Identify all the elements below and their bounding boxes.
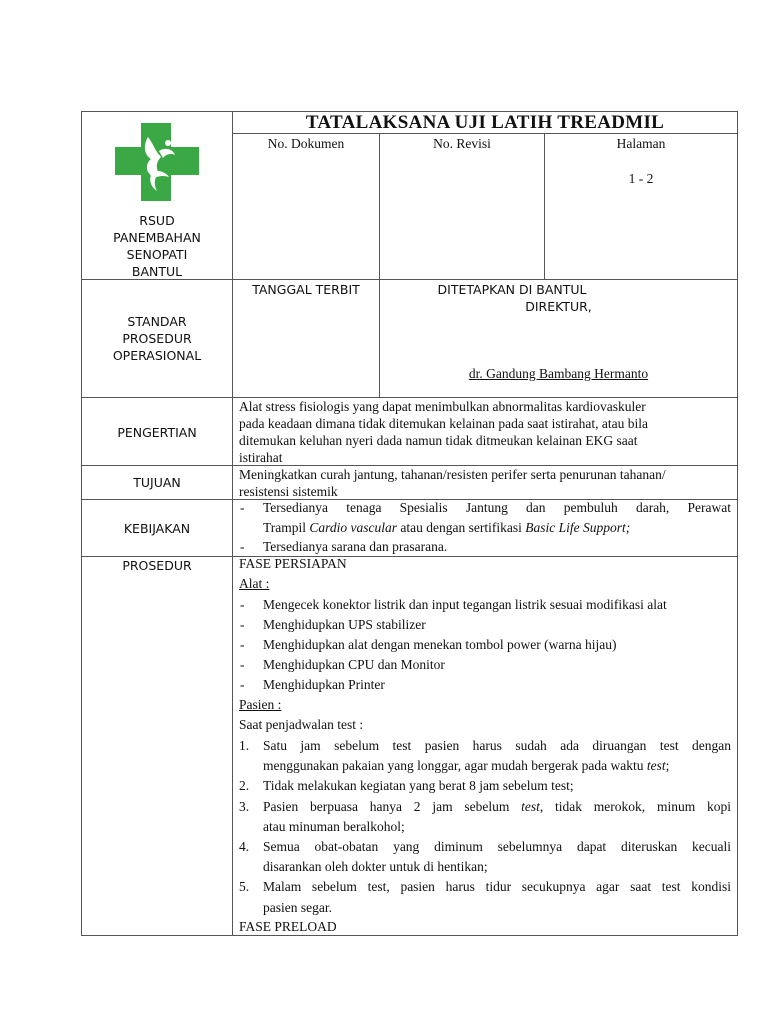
alat-item-2: Menghidupkan UPS stabilizer <box>263 617 426 632</box>
kebijakan-item-1-dash: - <box>240 500 245 515</box>
alat-dash-3: - <box>240 637 245 652</box>
alat-item-1: Mengecek konektor listrik dan input tegangan listrik sesuai modifikasi alat <box>263 597 667 612</box>
tujuan-text <box>239 466 733 500</box>
step-1-line-1: Satu jam sebelum test pasien harus sudah ada diruangan test dengan <box>263 738 731 753</box>
doc-number-label: No. Dokumen <box>267 136 345 151</box>
pengertian-line-4: istirahat <box>239 450 283 465</box>
kebijakan-text-italic-2: Basic Life Support; <box>525 520 631 535</box>
set-in-label: DITETAPKAN DI BANTUL <box>437 282 587 297</box>
alat-dash-5: - <box>240 677 245 692</box>
alat-dash-2: - <box>240 617 245 632</box>
kebijakan-item-2-dash: - <box>240 539 245 554</box>
alat-item-3: Menghidupkan alat dengan menekan tombol power (warna hijau) <box>263 637 617 652</box>
sop-label-line-1: STANDAR <box>127 314 187 329</box>
kebijakan-text-italic-1: Cardio vascular <box>309 520 398 535</box>
hospital-cross-icon <box>113 121 201 203</box>
sop-label-line-2: PROSEDUR <box>122 331 192 346</box>
step-number-1: 1. <box>239 738 250 753</box>
step-1-line-2 <box>263 756 731 776</box>
step-3-text-a: Pasien berpuasa hanya 2 jam sebelum <box>263 799 522 814</box>
kebijakan-item-1-line-2 <box>263 518 731 538</box>
step-1-text-b: ; <box>665 758 670 773</box>
alat-item-5: Menghidupkan Printer <box>263 677 385 692</box>
column-divider-3 <box>544 133 545 279</box>
hospital-name-line-2: PANEMBAHAN <box>113 230 201 245</box>
director-label: DIREKTUR, <box>525 299 592 314</box>
step-2-line-1: Tidak melakukan kegiatan yang berat 8 jam sebelum test; <box>263 778 574 793</box>
pengertian-line-1: Alat stress fisiologis yang dapat menimbulkan abnormalitas kardiovaskuler <box>239 399 646 414</box>
step-3-text-b: , tidak merokok, minum kopi <box>539 799 731 814</box>
kebijakan-text-a: Trampil <box>263 520 310 535</box>
step-1-text-a: menggunakan pakaian yang longgar, agar mudah bergerak pada waktu <box>263 758 647 773</box>
document-title: TATALAKSANA UJI LATIH TREADMIL <box>305 112 665 133</box>
pengertian-text <box>239 398 733 466</box>
step-number-2: 2. <box>239 778 250 793</box>
step-4-line-2: disarankan oleh dokter untuk di hentikan; <box>263 859 488 874</box>
hospital-name-line-4: BANTUL <box>131 264 183 279</box>
prosedur-label: PROSEDUR <box>122 558 192 573</box>
sop-label <box>82 313 232 364</box>
page-value: 1 - 2 <box>628 171 654 186</box>
step-number-3: 3. <box>239 799 250 814</box>
phase-preload: FASE PRELOAD <box>239 919 337 934</box>
table-border-bottom <box>81 935 738 936</box>
schedule-label: Saat penjadwalan test : <box>239 717 364 732</box>
step-number-4: 4. <box>239 839 250 854</box>
pasien-label: Pasien : <box>239 697 282 712</box>
alat-label: Alat : <box>239 576 270 591</box>
hospital-name-line-3: SENOPATI <box>126 247 188 262</box>
tujuan-line-2: resistensi sistemik <box>239 484 338 499</box>
phase-preparation: FASE PERSIAPAN <box>239 556 347 571</box>
revision-number-label: No. Revisi <box>433 136 491 151</box>
pengertian-line-3: ditemukan keluhan nyeri dada namun tidak ditmeukan kelainan EKG saat <box>239 433 638 448</box>
pengertian-label: PENGERTIAN <box>117 425 197 440</box>
kebijakan-item-2: Tersedianya sarana dan prasarana. <box>263 539 448 554</box>
hospital-cross-logo <box>113 121 201 203</box>
pengertian-line-2: pada keadaan dimana tidak ditemukan kelainan pada saat istirahat, atau bila <box>239 416 648 431</box>
step-5-line-1: Malam sebelum test, pasien harus tidur secukupnya agar saat test kondisi <box>263 879 731 894</box>
issue-date-label: TANGGAL TERBIT <box>252 282 360 297</box>
hospital-name-line-1: RSUD <box>139 213 175 228</box>
hospital-name <box>82 212 232 280</box>
page-label: Halaman <box>616 136 666 151</box>
tujuan-line-1: Meningkatkan curah jantung, tahanan/resisten perifer serta penurunan tahanan/ <box>239 467 666 482</box>
column-divider-main <box>232 111 233 936</box>
step-1-text-italic: test <box>646 758 666 773</box>
alat-dash-4: - <box>240 657 245 672</box>
signatory-name: dr. Gandung Bambang Hermanto <box>468 366 649 381</box>
sop-label-line-3: OPERASIONAL <box>112 348 202 363</box>
step-5-line-2: pasien segar. <box>263 900 332 915</box>
table-border-right <box>737 111 738 936</box>
column-divider-2 <box>379 133 380 397</box>
alat-item-4: Menghidupkan CPU dan Monitor <box>263 657 445 672</box>
step-number-5: 5. <box>239 879 250 894</box>
kebijakan-label: KEBIJAKAN <box>123 521 191 536</box>
step-4-line-1: Semua obat-obatan yang diminum sebelumnya dapat diteruskan kecuali <box>263 839 731 854</box>
step-3-line-2: atau minuman beralkohol; <box>263 819 405 834</box>
step-3-line-1 <box>263 797 731 817</box>
kebijakan-item-1-line-1: Tersedianya tenaga Spesialis Jantung dan pembuluh darah, Perawat <box>263 500 731 515</box>
step-3-text-italic: test <box>521 799 540 814</box>
kebijakan-text-b: atau dengan sertifikasi <box>397 520 526 535</box>
tujuan-label: TUJUAN <box>133 475 181 490</box>
alat-dash-1: - <box>240 597 245 612</box>
